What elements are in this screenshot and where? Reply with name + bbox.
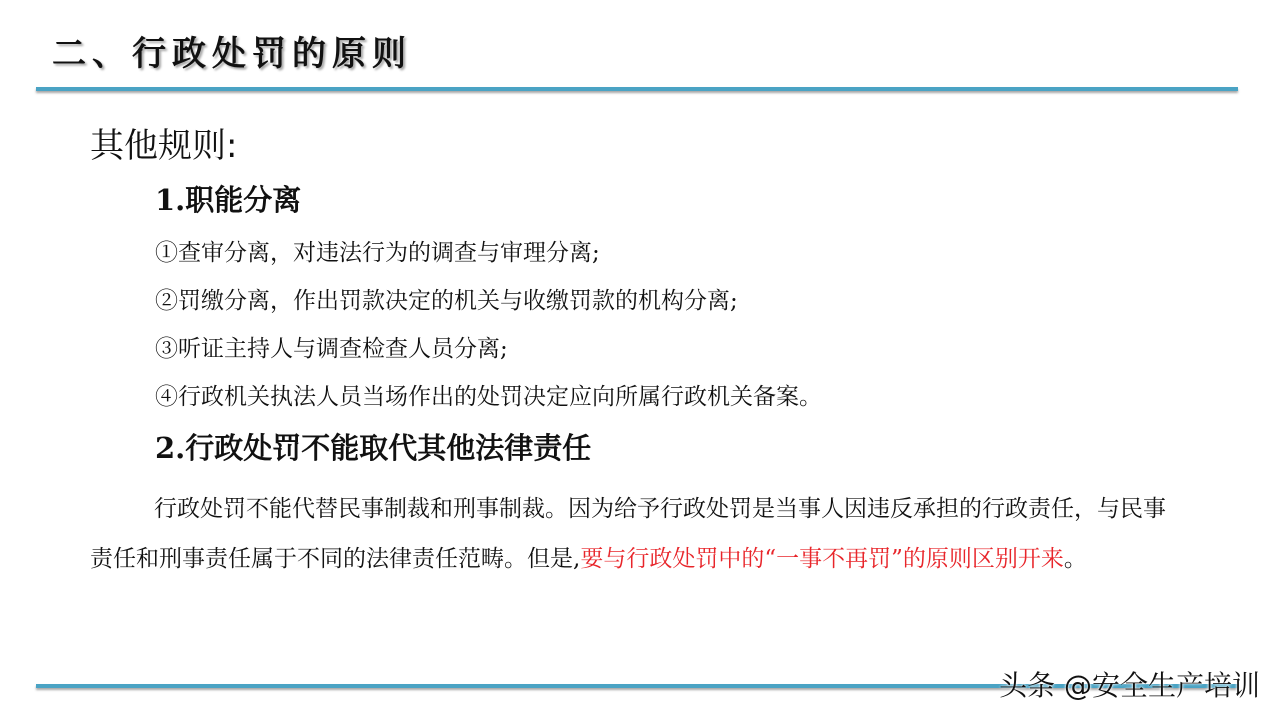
- paragraph-end: 。: [1063, 546, 1087, 572]
- paragraph-text: 行政处罚不能代替民事制裁和刑事制裁。因为给予行政处罚是当事人因违反承担的行政责任，与民事责任和刑事责任属于不同的法律责任范畴。但是,: [90, 496, 1166, 572]
- watermark: 头条 @安全生产培训: [999, 669, 1260, 702]
- subsection-heading-1: 1.职能分离: [155, 183, 302, 217]
- list-item: ④行政机关执法人员当场作出的处罚决定应向所属行政机关备案。: [155, 384, 822, 410]
- list-item: ①查审分离，对违法行为的调查与审理分离;: [155, 240, 600, 266]
- section-heading: 其他规则:: [90, 126, 238, 166]
- highlighted-text: 要与行政处罚中的“一事不再罚”的原则区别开来: [580, 546, 1064, 572]
- list-item: ③听证主持人与调查检查人员分离;: [155, 336, 508, 362]
- subsection-heading-2: 2.行政处罚不能取代其他法律责任: [155, 431, 592, 465]
- body-paragraph: [90, 484, 1180, 584]
- top-divider: [36, 87, 1238, 91]
- list-item: ②罚缴分离，作出罚款决定的机关与收缴罚款的机构分离;: [155, 288, 738, 314]
- slide-title: 二、行政处罚的原则: [52, 34, 412, 74]
